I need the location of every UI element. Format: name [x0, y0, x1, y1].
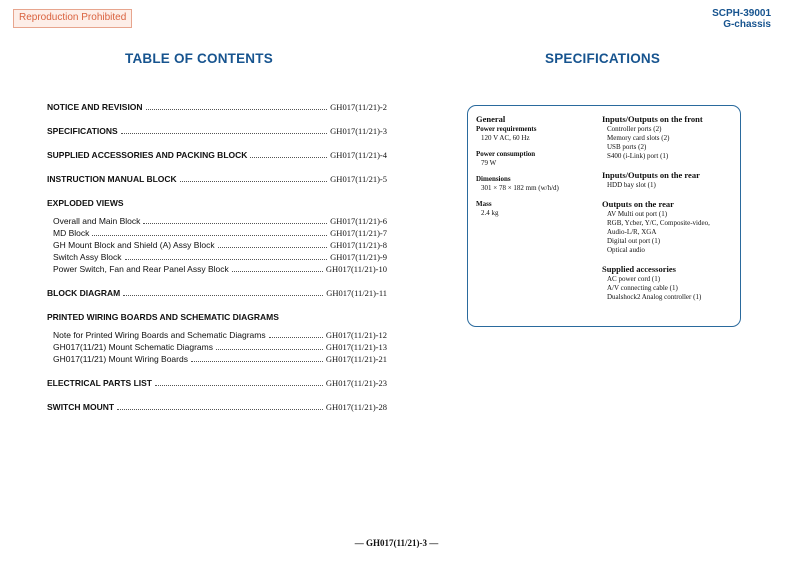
- toc-entry[interactable]: Note for Printed Wiring Boards and Schematic Diagrams GH017(11/21)-12: [53, 330, 387, 340]
- spec-rear-outputs-title: Outputs on the rear: [602, 199, 674, 209]
- spec-label: Power requirements: [476, 125, 537, 133]
- model-header: [712, 8, 771, 30]
- toc-page: GH017(11/21)-10: [325, 264, 387, 274]
- toc-entry[interactable]: INSTRUCTION MANUAL BLOCK GH017(11/21)-5: [47, 174, 387, 184]
- toc-page: GH017(11/21)-6: [330, 216, 387, 226]
- spec-value: 79 W: [481, 159, 497, 167]
- spec-item: AV Multi out port (1): [607, 210, 668, 218]
- spec-item: Controller ports (2): [607, 125, 662, 133]
- toc-page: GH017(11/21)-9: [330, 252, 387, 262]
- spec-value: 2.4 kg: [481, 209, 499, 217]
- toc-entry[interactable]: GH017(11/21) Mount Schematic Diagrams GH017(11/21)-13: [53, 342, 387, 352]
- chassis-name: G-chassis: [723, 19, 771, 30]
- toc-entry[interactable]: SPECIFICATIONS GH017(11/21)-3: [47, 126, 387, 136]
- spec-accessories-title: Supplied accessories: [602, 264, 676, 274]
- toc-page: GH017(11/21)-28: [325, 402, 387, 412]
- toc-section-heading: PRINTED WIRING BOARDS AND SCHEMATIC DIAGRAMS: [47, 312, 279, 322]
- spec-item: S400 (i-Link) port (1): [607, 152, 669, 160]
- toc-entry[interactable]: ELECTRICAL PARTS LIST GH017(11/21)-23: [47, 378, 387, 388]
- spec-general-column: [476, 114, 596, 225]
- toc-page: GH017(11/21)-23: [325, 378, 387, 388]
- spec-value: 120 V AC, 60 Hz: [481, 134, 530, 142]
- spec-item: Optical audio: [607, 246, 645, 254]
- toc-page: GH017(11/21)-5: [330, 174, 387, 184]
- page-footer: — GH017(11/21)-3 —: [354, 538, 439, 548]
- spec-item: USB ports (2): [607, 143, 647, 151]
- toc-page: GH017(11/21)-13: [325, 342, 387, 352]
- model-number: SCPH-39001: [712, 8, 771, 19]
- toc-page: GH017(11/21)-3: [330, 126, 387, 136]
- toc-page: GH017(11/21)-7: [330, 228, 387, 238]
- spec-item: A/V connecting cable (1): [607, 284, 678, 292]
- toc-entry[interactable]: MD Block GH017(11/21)-7: [53, 228, 387, 238]
- spec-item: Digital out port (1): [607, 237, 661, 245]
- spec-label: Mass: [476, 200, 492, 208]
- toc-page: GH017(11/21)-4: [330, 150, 387, 160]
- toc-entry[interactable]: GH017(11/21) Mount Wiring Boards GH017(11/21)-21: [53, 354, 387, 364]
- spec-item: Audio-L/R, XGA: [607, 228, 657, 236]
- toc-entry[interactable]: GH Mount Block and Shield (A) Assy Block GH017(11/21)-8: [53, 240, 387, 250]
- toc-entry[interactable]: Overall and Main Block GH017(11/21)-6: [53, 216, 387, 226]
- spec-item: RGB, Ycber, Y/C, Composite-video,: [607, 219, 710, 227]
- spec-item: HDD bay slot (1): [607, 181, 656, 189]
- specifications-title: SPECIFICATIONS: [545, 51, 661, 66]
- spec-label: Power consumption: [476, 150, 536, 158]
- toc-page: GH017(11/21)-8: [330, 240, 387, 250]
- toc-page: GH017(11/21)-11: [326, 288, 387, 298]
- spec-label: Dimensions: [476, 175, 511, 183]
- spec-front-io-title: Inputs/Outputs on the front: [602, 114, 703, 124]
- toc-page: GH017(11/21)-2: [330, 102, 387, 112]
- toc-entry[interactable]: Power Switch, Fan and Rear Panel Assy Block GH017(11/21)-10: [53, 264, 387, 274]
- spec-item: Memory card slots (2): [607, 134, 670, 142]
- spec-io-column: [602, 114, 738, 311]
- spec-value: 301 × 78 × 182 mm (w/h/d): [481, 184, 559, 192]
- specifications-box: [467, 105, 741, 327]
- spec-item: AC power cord (1): [607, 275, 661, 283]
- toc-section-heading: EXPLODED VIEWS: [47, 198, 124, 208]
- spec-general-title: General: [476, 114, 506, 124]
- spec-item: Dualshock2 Analog controller (1): [607, 293, 702, 301]
- reproduction-prohibited-stamp: Reproduction Prohibited: [13, 9, 132, 28]
- toc-entry[interactable]: NOTICE AND REVISION GH017(11/21)-2: [47, 102, 387, 112]
- toc-entry[interactable]: BLOCK DIAGRAM GH017(11/21)-11: [47, 288, 387, 298]
- toc-title: TABLE OF CONTENTS: [125, 51, 273, 66]
- toc-page: GH017(11/21)-12: [325, 330, 387, 340]
- spec-rear-io-title: Inputs/Outputs on the rear: [602, 170, 700, 180]
- toc-entry[interactable]: Switch Assy Block GH017(11/21)-9: [53, 252, 387, 262]
- toc-entry[interactable]: SUPPLIED ACCESSORIES AND PACKING BLOCK GH017(11/21)-4: [47, 150, 387, 160]
- toc-page: GH017(11/21)-21: [325, 354, 387, 364]
- toc-entry[interactable]: SWITCH MOUNT GH017(11/21)-28: [47, 402, 387, 412]
